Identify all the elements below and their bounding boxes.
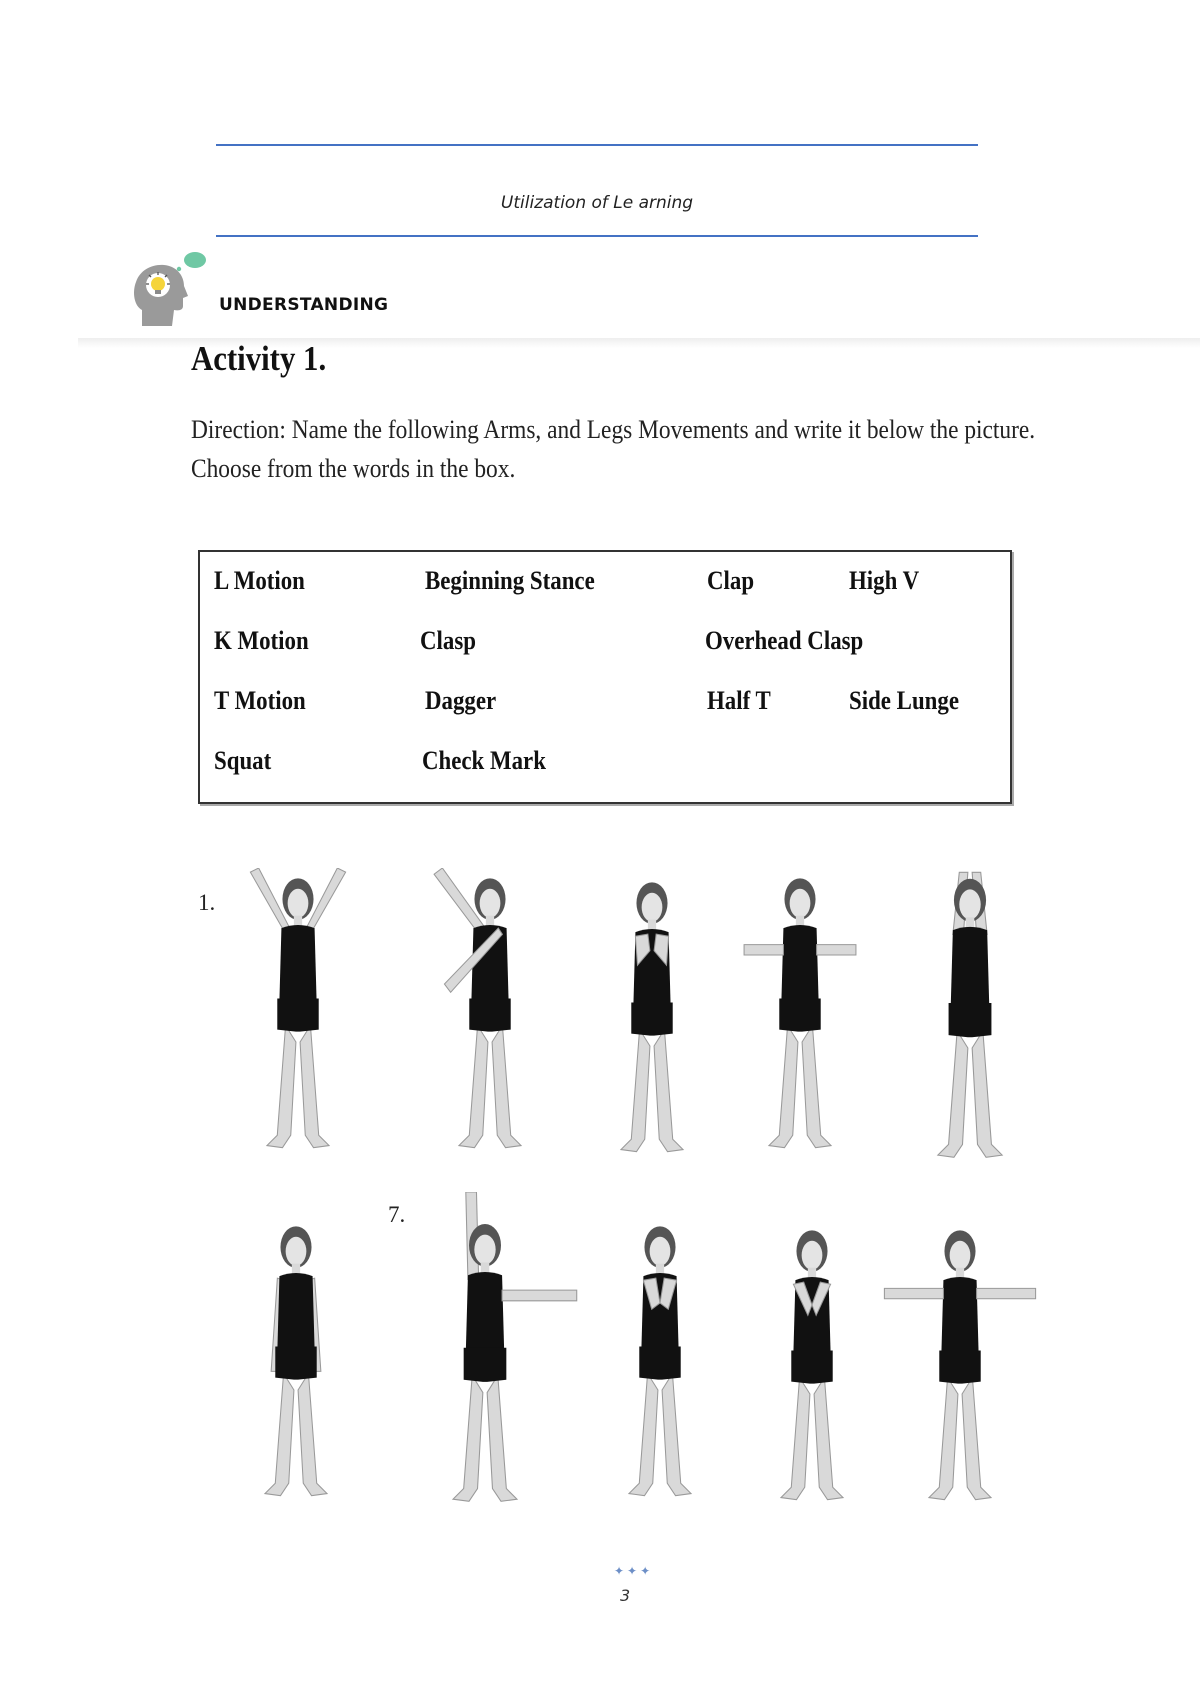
running-head: Utilization of Le arning xyxy=(500,193,694,213)
figure-number-7: 7. xyxy=(388,1202,406,1227)
figure-overhead-clasp xyxy=(900,868,1040,1168)
figure-high-v xyxy=(228,868,368,1158)
figure-diagonal xyxy=(420,868,560,1158)
section-label: UNDERSTANDING xyxy=(219,295,389,315)
word-choice: T Motion xyxy=(214,686,306,715)
word-choice: Dagger xyxy=(425,686,497,715)
activity-title: Activity 1. xyxy=(191,339,327,378)
word-choice: Half T xyxy=(707,686,771,715)
figure-t-motion xyxy=(872,1220,1048,1510)
word-choice: Squat xyxy=(214,746,272,775)
thinking-head-icon xyxy=(132,248,212,326)
word-choice: High V xyxy=(849,566,920,595)
word-choice: Clasp xyxy=(420,626,476,655)
word-choice: Beginning Stance xyxy=(425,566,595,595)
word-choice: Overhead Clasp xyxy=(705,626,864,655)
figure-beginning-stance xyxy=(226,1216,366,1506)
figure-clasp xyxy=(590,1216,730,1506)
word-choice: Check Mark xyxy=(422,746,546,775)
word-choice: L Motion xyxy=(214,566,305,595)
page-number: 3 xyxy=(620,1586,631,1605)
figure-l-motion xyxy=(416,1192,586,1512)
header-rule-bottom xyxy=(216,235,978,237)
word-box xyxy=(198,550,1012,804)
figure-dagger xyxy=(582,872,722,1162)
figure-number-1: 1. xyxy=(198,890,216,915)
word-choice: Side Lunge xyxy=(849,686,959,715)
header-rule-top xyxy=(216,144,978,146)
figure-clap xyxy=(742,1220,882,1510)
activity-direction: Direction: Name the following Arms, and Legs Movements and write it below the picture. Choose from the words in the box. xyxy=(191,415,1036,483)
word-choice: K Motion xyxy=(214,626,309,655)
word-choice: Clap xyxy=(707,566,755,595)
figure-half-t xyxy=(730,868,870,1158)
footer-ornament: ✦✦✦ xyxy=(614,1564,654,1578)
